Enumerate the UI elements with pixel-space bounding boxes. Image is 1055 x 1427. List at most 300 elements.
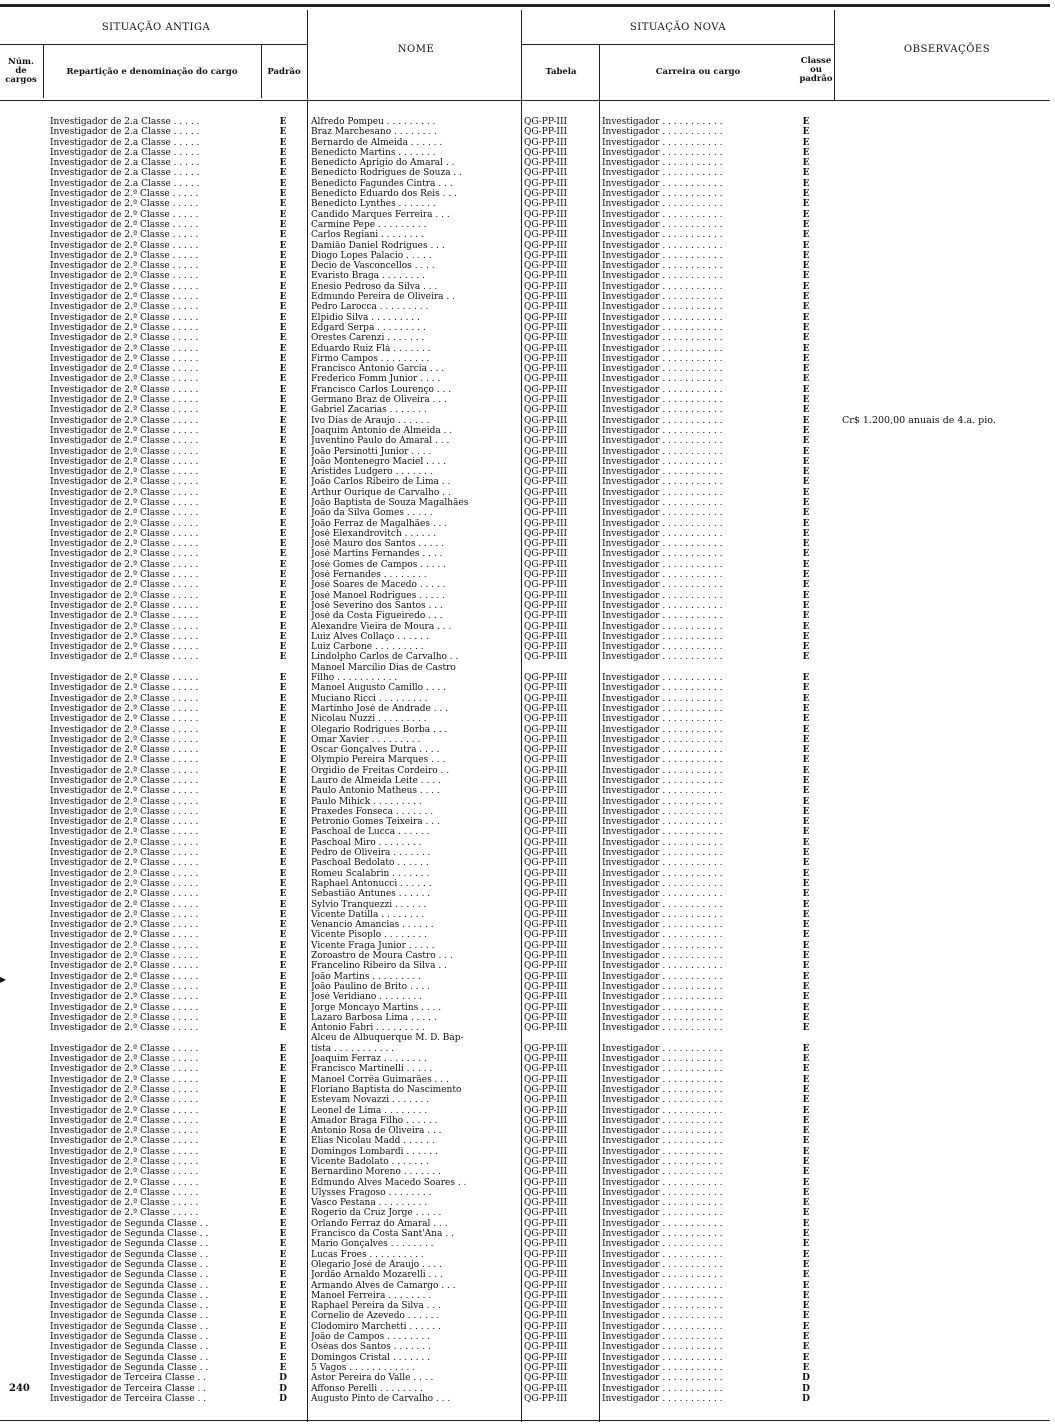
cell-reparticao: Investigador de 2.ª Classe . . . . . [50, 858, 199, 869]
table-row [0, 1003, 1055, 1013]
cell-tabela: QG-PP-III [524, 539, 568, 550]
cell-nome: Praxedes Fonseca . . . . . . . [311, 806, 434, 817]
cell-padrao: E [279, 580, 287, 591]
cell-padrao: E [279, 425, 287, 436]
cell-nome: Carlos Regiani . . . . . . . . [311, 230, 424, 241]
cell-reparticao: Investigador de 2.ª Classe . . . . . [50, 436, 199, 447]
table-row [0, 251, 1055, 261]
cell-nome: Leonel de Lima . . . . . . . . [311, 1105, 428, 1116]
cell-padrao: E [279, 703, 287, 714]
table-row [0, 992, 1055, 1002]
cell-padrao: E [279, 1146, 287, 1157]
cell-reparticao: Investigador de Segunda Classe . . [50, 1301, 209, 1312]
table-row [0, 920, 1055, 930]
cell-nome: Jorge Moncayo Martins . . . . [311, 1002, 442, 1013]
table-row [0, 1178, 1055, 1188]
cell-carreira: Investigador . . . . . . . . . . . [602, 652, 723, 663]
table-row [0, 663, 1055, 673]
cell-carreira: Investigador . . . . . . . . . . . [602, 734, 723, 745]
table-row [0, 1116, 1055, 1126]
cell-padrao: E [279, 518, 287, 529]
table-row [0, 1157, 1055, 1167]
cell-tabela: QG-PP-III [524, 703, 568, 714]
cell-reparticao: Investigador de 2.ª Classe . . . . . [50, 693, 199, 704]
table-row [0, 1281, 1055, 1291]
cell-reparticao: Investigador de 2.ª Classe . . . . . [50, 219, 199, 230]
cell-classe: E [802, 1208, 810, 1219]
cell-tabela: QG-PP-III [524, 477, 568, 488]
rule-h4 [0, 1420, 1050, 1421]
cell-nome: Manoel Ferreira . . . . . . . . [311, 1290, 432, 1301]
cell-reparticao: Investigador de 2.ª Classe . . . . . [50, 930, 199, 941]
cell-reparticao: Investigador de Segunda Classe . . [50, 1249, 209, 1260]
cell-carreira: Investigador . . . . . . . . . . . [602, 909, 723, 920]
cell-padrao: E [279, 250, 287, 261]
cell-tabela: QG-PP-III [524, 1105, 568, 1116]
cell-carreira: Investigador . . . . . . . . . . . [602, 425, 723, 436]
cell-classe: E [802, 981, 810, 992]
table-row [0, 241, 1055, 251]
cell-reparticao: Investigador de 2.ª Classe . . . . . [50, 189, 199, 200]
cell-carreira: Investigador . . . . . . . . . . . [602, 858, 723, 869]
table-row [0, 230, 1055, 240]
table-row [0, 1322, 1055, 1332]
cell-tabela: QG-PP-III [524, 425, 568, 436]
cell-tabela: QG-PP-III [524, 1362, 568, 1373]
cell-nome: João Paulino de Brito . . . . [311, 981, 430, 992]
table-row [0, 776, 1055, 786]
cell-padrao: E [279, 1084, 287, 1095]
cell-reparticao: Investigador de 2.ª Classe . . . . . [50, 281, 199, 292]
cell-carreira: Investigador . . . . . . . . . . . [602, 528, 723, 539]
cell-reparticao: Investigador de 2.ª Classe . . . . . [50, 549, 199, 560]
cell-nome: Raphael Pereira da Silva . . . [311, 1301, 441, 1312]
cell-padrao: E [279, 981, 287, 992]
cell-carreira: Investigador . . . . . . . . . . . [602, 518, 723, 529]
cell-carreira: Investigador . . . . . . . . . . . [602, 549, 723, 560]
cell-padrao: E [279, 1064, 287, 1075]
cell-carreira: Investigador . . . . . . . . . . . [602, 261, 723, 272]
cell-nome: Clodomiro Marchetti . . . . . . [311, 1321, 441, 1332]
cell-carreira: Investigador . . . . . . . . . . . [602, 1023, 723, 1034]
cell-nome: Amador Braga Filho . . . . . . [311, 1115, 438, 1126]
cell-padrao: E [279, 652, 287, 663]
table-row [0, 1208, 1055, 1218]
cell-nome: Braz Marchesano . . . . . . . . [311, 127, 437, 138]
cell-carreira: Investigador . . . . . . . . . . . [602, 683, 723, 694]
cell-reparticao: Investigador de Segunda Classe . . [50, 1311, 209, 1322]
cell-classe: E [802, 467, 810, 478]
cell-classe: E [802, 806, 810, 817]
cell-padrao: E [279, 1280, 287, 1291]
table-row [0, 395, 1055, 405]
cell-reparticao: Investigador de 2.ª Classe . . . . . [50, 528, 199, 539]
cell-reparticao: Investigador de Segunda Classe . . [50, 1352, 209, 1363]
cell-carreira: Investigador . . . . . . . . . . . [602, 981, 723, 992]
cell-classe: E [802, 1280, 810, 1291]
cell-tabela: QG-PP-III [524, 189, 568, 200]
cell-reparticao: Investigador de Terceira Classe . . [50, 1373, 207, 1384]
table-row [0, 447, 1055, 457]
header-nome: NOME [397, 44, 435, 55]
cell-carreira: Investigador . . . . . . . . . . . [602, 230, 723, 241]
cell-classe: E [802, 487, 810, 498]
cell-tabela: QG-PP-III [524, 714, 568, 725]
cell-padrao: D [279, 1393, 287, 1404]
table-row [0, 838, 1055, 848]
cell-tabela: QG-PP-III [524, 281, 568, 292]
cell-nome: João Martins . . . . . . . . . [311, 971, 421, 982]
cell-classe: E [802, 1043, 810, 1054]
cell-carreira: Investigador . . . . . . . . . . . [602, 302, 723, 313]
cell-reparticao: Investigador de 2.ª Classe . . . . . [50, 477, 199, 488]
cell-observacao: Cr$ 1.200,00 anuais de 4.a. pio. [842, 415, 996, 426]
cell-reparticao: Investigador de 2.ª Classe . . . . . [50, 539, 199, 550]
table-row [0, 1126, 1055, 1136]
cell-carreira: Investigador . . . . . . . . . . . [602, 1280, 723, 1291]
cell-nome: José Gomes de Campos . . . . . [311, 559, 446, 570]
table-row [0, 632, 1055, 642]
cell-carreira: Investigador . . . . . . . . . . . [602, 1218, 723, 1229]
cell-carreira: Investigador . . . . . . . . . . . [602, 158, 723, 169]
cell-classe: E [802, 837, 810, 848]
cell-carreira: Investigador . . . . . . . . . . . [602, 1239, 723, 1250]
cell-classe: E [802, 374, 810, 385]
cell-tabela: QG-PP-III [524, 209, 568, 220]
table-row [0, 1033, 1055, 1043]
cell-padrao: E [279, 127, 287, 138]
cell-classe: E [802, 1239, 810, 1250]
cell-tabela: QG-PP-III [524, 600, 568, 611]
table-row [0, 930, 1055, 940]
table-row [0, 560, 1055, 570]
cell-padrao: E [279, 714, 287, 725]
cell-nome: Luiz Alves Collaço . . . . . . [311, 631, 429, 642]
cell-padrao: E [279, 786, 287, 797]
cell-carreira: Investigador . . . . . . . . . . . [602, 951, 723, 962]
cell-nome: João Persinotti Junior . . . . [311, 446, 432, 457]
cell-carreira: Investigador . . . . . . . . . . . [602, 415, 723, 426]
cell-padrao: E [279, 817, 287, 828]
cell-padrao: E [279, 333, 287, 344]
cell-tabela: QG-PP-III [524, 384, 568, 395]
cell-carreira: Investigador . . . . . . . . . . . [602, 920, 723, 931]
cell-carreira: Investigador . . . . . . . . . . . [602, 1054, 723, 1065]
cell-carreira: Investigador . . . . . . . . . . . [602, 127, 723, 138]
cell-reparticao: Investigador de Segunda Classe . . [50, 1229, 209, 1240]
rule-v6 [834, 10, 835, 100]
table-row [0, 457, 1055, 467]
table-row [0, 1136, 1055, 1146]
cell-nome: Gabriel Zacarias . . . . . . . [311, 405, 427, 416]
cell-carreira: Investigador . . . . . . . . . . . [602, 1187, 723, 1198]
cell-padrao: E [279, 1270, 287, 1281]
cell-tabela: QG-PP-III [524, 436, 568, 447]
cell-reparticao: Investigador de 2.a Classe . . . . . [50, 178, 200, 189]
cell-classe: E [802, 570, 810, 581]
cell-padrao: E [279, 600, 287, 611]
cell-classe: E [802, 673, 810, 684]
table-row [0, 1291, 1055, 1301]
cell-padrao: E [279, 147, 287, 158]
cell-tabela: QG-PP-III [524, 806, 568, 817]
cell-nome: Lucas Froes . . . . . . . . . . [311, 1249, 424, 1260]
cell-nome: Sebastião Antunes . . . . . . [311, 889, 431, 900]
cell-padrao: E [279, 920, 287, 931]
cell-nome: Muciano Ricci . . . . . . . . . [311, 693, 428, 704]
cell-reparticao: Investigador de 2.ª Classe . . . . . [50, 909, 199, 920]
cell-classe: E [802, 384, 810, 395]
cell-tabela: QG-PP-III [524, 230, 568, 241]
cell-nome: José Mauro dos Santos . . . . . [311, 539, 445, 550]
cell-reparticao: Investigador de 2.ª Classe . . . . . [50, 1023, 199, 1034]
cell-classe: E [802, 940, 810, 951]
cell-padrao: E [279, 322, 287, 333]
cell-reparticao: Investigador de 2.ª Classe . . . . . [50, 1126, 199, 1137]
cell-carreira: Investigador . . . . . . . . . . . [602, 621, 723, 632]
cell-nome: Paulo Mihick . . . . . . . . . [311, 796, 422, 807]
cell-padrao: E [279, 549, 287, 560]
cell-classe: E [802, 178, 810, 189]
cell-tabela: QG-PP-III [524, 528, 568, 539]
cell-padrao: E [279, 1115, 287, 1126]
cell-reparticao: Investigador de 2.ª Classe . . . . . [50, 343, 199, 354]
cell-carreira: Investigador . . . . . . . . . . . [602, 1249, 723, 1260]
table-row [0, 138, 1055, 148]
cell-carreira: Investigador . . . . . . . . . . . [602, 1229, 723, 1240]
table-row [0, 961, 1055, 971]
cell-padrao: E [279, 219, 287, 230]
cell-padrao: E [279, 1156, 287, 1167]
cell-carreira: Investigador . . . . . . . . . . . [602, 477, 723, 488]
cell-classe: E [802, 1126, 810, 1137]
cell-carreira: Investigador . . . . . . . . . . . [602, 992, 723, 1003]
cell-nome: José Manoel Rodrigues . . . . . [311, 590, 445, 601]
cell-tabela: QG-PP-III [524, 518, 568, 529]
cell-reparticao: Investigador de 2.ª Classe . . . . . [50, 446, 199, 457]
cell-classe: E [802, 549, 810, 560]
table-row [0, 477, 1055, 487]
cell-reparticao: Investigador de 2.ª Classe . . . . . [50, 292, 199, 303]
cell-padrao: E [279, 1105, 287, 1116]
cell-tabela: QG-PP-III [524, 631, 568, 642]
cell-carreira: Investigador . . . . . . . . . . . [602, 1146, 723, 1157]
cell-tabela: QG-PP-III [524, 333, 568, 344]
cell-padrao: E [279, 1054, 287, 1065]
cell-padrao: E [279, 1239, 287, 1250]
cell-carreira: Investigador . . . . . . . . . . . [602, 117, 723, 127]
cell-carreira: Investigador . . . . . . . . . . . [602, 446, 723, 457]
table-row [0, 972, 1055, 982]
table-row [0, 1332, 1055, 1342]
cell-classe: E [802, 333, 810, 344]
table-row [0, 580, 1055, 590]
cell-carreira: Investigador . . . . . . . . . . . [602, 271, 723, 282]
table-row [0, 199, 1055, 209]
cell-carreira: Investigador . . . . . . . . . . . [602, 1198, 723, 1209]
cell-tabela: QG-PP-III [524, 1126, 568, 1137]
cell-tabela: QG-PP-III [524, 178, 568, 189]
cell-reparticao: Investigador de 2.ª Classe . . . . . [50, 951, 199, 962]
cell-nome: José Veridiano . . . . . . . . [311, 992, 423, 1003]
table-row [0, 1044, 1055, 1054]
cell-carreira: Investigador . . . . . . . . . . . [602, 631, 723, 642]
table-row [0, 951, 1055, 961]
cell-nome: Lazaro Barbosa Lima . . . . . [311, 1012, 437, 1023]
cell-nome: Evaristo Braga . . . . . . . . [311, 271, 425, 282]
table-row [0, 1394, 1055, 1404]
cell-carreira: Investigador . . . . . . . . . . . [602, 1362, 723, 1373]
cell-nome: Oscar Gonçalves Dutra . . . . [311, 745, 440, 756]
cell-nome: Cornelio de Azevedo . . . . . . [311, 1311, 440, 1322]
cell-padrao: E [279, 189, 287, 200]
cell-reparticao: Investigador de 2.ª Classe . . . . . [50, 1002, 199, 1013]
cell-reparticao: Investigador de Segunda Classe . . [50, 1342, 209, 1353]
cell-padrao: E [279, 261, 287, 272]
cell-carreira: Investigador . . . . . . . . . . . [602, 219, 723, 230]
cell-classe: E [802, 559, 810, 570]
table-row [0, 910, 1055, 920]
cell-carreira: Investigador . . . . . . . . . . . [602, 1332, 723, 1343]
cell-tabela: QG-PP-III [524, 1301, 568, 1312]
cell-tabela: QG-PP-III [524, 487, 568, 498]
cell-nome: Luiz Carbone . . . . . . . . . [311, 642, 424, 653]
table-row [0, 1384, 1055, 1394]
cell-reparticao: Investigador de 2.a Classe . . . . . [50, 137, 200, 148]
cell-classe: E [802, 1362, 810, 1373]
cell-reparticao: Investigador de 2.ª Classe . . . . . [50, 848, 199, 859]
table-row [0, 642, 1055, 652]
cell-classe: D [802, 1393, 810, 1404]
cell-tabela: QG-PP-III [524, 570, 568, 581]
cell-tabela: QG-PP-III [524, 302, 568, 313]
cell-tabela: QG-PP-III [524, 1270, 568, 1281]
cell-carreira: Investigador . . . . . . . . . . . [602, 1177, 723, 1188]
cell-tabela: QG-PP-III [524, 374, 568, 385]
cell-tabela: QG-PP-III [524, 261, 568, 272]
cell-reparticao: Investigador de 2.ª Classe . . . . . [50, 868, 199, 879]
cell-classe: E [802, 456, 810, 467]
cell-carreira: Investigador . . . . . . . . . . . [602, 497, 723, 508]
cell-reparticao: Investigador de 2.ª Classe . . . . . [50, 745, 199, 756]
cell-classe: E [802, 724, 810, 735]
cell-classe: E [802, 127, 810, 138]
table-row [0, 168, 1055, 178]
cell-carreira: Investigador . . . . . . . . . . . [602, 765, 723, 776]
header-reparticao: Repartição e denominação do cargo [66, 67, 238, 77]
header-tabela: Tabela [545, 67, 577, 77]
table-row [0, 591, 1055, 601]
cell-carreira: Investigador . . . . . . . . . . . [602, 755, 723, 766]
cell-padrao: E [279, 570, 287, 581]
cell-reparticao: Investigador de 2.ª Classe . . . . . [50, 714, 199, 725]
cell-tabela: QG-PP-III [524, 621, 568, 632]
cell-reparticao: Investigador de 2.ª Classe . . . . . [50, 580, 199, 591]
cell-padrao: E [279, 765, 287, 776]
cell-nome: Benedicto Eduardo dos Reis . . . [311, 189, 457, 200]
cell-padrao: E [279, 611, 287, 622]
cell-reparticao: Investigador de 2.ª Classe . . . . . [50, 570, 199, 581]
cell-carreira: Investigador . . . . . . . . . . . [602, 189, 723, 200]
cell-reparticao: Investigador de 2.ª Classe . . . . . [50, 755, 199, 766]
cell-classe: E [802, 920, 810, 931]
cell-carreira: Investigador . . . . . . . . . . . [602, 714, 723, 725]
cell-tabela: QG-PP-III [524, 467, 568, 478]
cell-reparticao: Investigador de 2.ª Classe . . . . . [50, 765, 199, 776]
cell-nome: Joaquim Antonio de Almeida . . [311, 425, 453, 436]
cell-nome: Carmine Pepe . . . . . . . . . [311, 219, 427, 230]
cell-nome: Benedicto Lynthes . . . . . . . [311, 199, 436, 210]
cell-carreira: Investigador . . . . . . . . . . . [602, 364, 723, 375]
cell-tabela: QG-PP-III [524, 1342, 568, 1353]
cell-reparticao: Investigador de 2.ª Classe . . . . . [50, 240, 199, 251]
cell-reparticao: Investigador de 2.ª Classe . . . . . [50, 1177, 199, 1188]
cell-padrao: E [279, 909, 287, 920]
cell-nome: Decio de Vasconcellos . . . . [311, 261, 435, 272]
cell-reparticao: Investigador de 2.ª Classe . . . . . [50, 384, 199, 395]
cell-nome: Raphael Antonucci . . . . . . [311, 878, 432, 889]
table-row [0, 467, 1055, 477]
cell-reparticao: Investigador de 2.ª Classe . . . . . [50, 497, 199, 508]
table-row [0, 313, 1055, 323]
cell-reparticao: Investigador de Segunda Classe . . [50, 1362, 209, 1373]
cell-padrao: E [279, 878, 287, 889]
cell-tabela: QG-PP-III [524, 1249, 568, 1260]
cell-tabela: QG-PP-III [524, 322, 568, 333]
cell-tabela: QG-PP-III [524, 642, 568, 653]
cell-tabela: QG-PP-III [524, 590, 568, 601]
cell-classe: E [802, 683, 810, 694]
cell-carreira: Investigador . . . . . . . . . . . [602, 1105, 723, 1116]
cell-tabela: QG-PP-III [524, 981, 568, 992]
table-row [0, 786, 1055, 796]
cell-tabela: QG-PP-III [524, 1239, 568, 1250]
header-situacao-antiga: SITUAÇÃO ANTIGA [101, 22, 211, 33]
cell-carreira: Investigador . . . . . . . . . . . [602, 1270, 723, 1281]
cell-nome: Domingos Lombardi . . . . . . [311, 1146, 438, 1157]
cell-nome: Francisco Antonio Garcia . . . [311, 364, 445, 375]
cell-padrao: E [279, 230, 287, 241]
cell-nome: Antonio Fabri . . . . . . . . . [311, 1023, 425, 1034]
cell-carreira: Investigador . . . . . . . . . . . [602, 580, 723, 591]
cell-reparticao: Investigador de 2.ª Classe . . . . . [50, 631, 199, 642]
cell-classe: E [802, 415, 810, 426]
cell-classe: E [802, 199, 810, 210]
table-row [0, 1260, 1055, 1270]
cell-carreira: Investigador . . . . . . . . . . . [602, 508, 723, 519]
cell-reparticao: Investigador de Segunda Classe . . [50, 1321, 209, 1332]
cell-nome: Enesio Pedroso da Silva . . . [311, 281, 438, 292]
table-row [0, 745, 1055, 755]
cell-nome: Francisco da Costa Sant'Ana . . [311, 1229, 454, 1240]
cell-padrao: E [279, 1126, 287, 1137]
cell-tabela: QG-PP-III [524, 796, 568, 807]
cell-padrao: E [279, 456, 287, 467]
cell-classe: E [802, 1023, 810, 1034]
cell-reparticao: Investigador de 2.a Classe . . . . . [50, 127, 200, 138]
cell-padrao: E [279, 1321, 287, 1332]
cell-carreira: Investigador . . . . . . . . . . . [602, 693, 723, 704]
cell-carreira: Investigador . . . . . . . . . . . [602, 868, 723, 879]
cell-tabela: QG-PP-III [524, 1115, 568, 1126]
table-row [0, 807, 1055, 817]
cell-nome: Nicolau Nuzzi . . . . . . . . . [311, 714, 427, 725]
cell-nome: Floriano Baptista do Nascimento [311, 1084, 462, 1095]
cell-reparticao: Investigador de 2.ª Classe . . . . . [50, 1043, 199, 1054]
cell-tabela: QG-PP-III [524, 1311, 568, 1322]
cell-tabela: QG-PP-III [524, 271, 568, 282]
cell-carreira: Investigador . . . . . . . . . . . [602, 1084, 723, 1095]
